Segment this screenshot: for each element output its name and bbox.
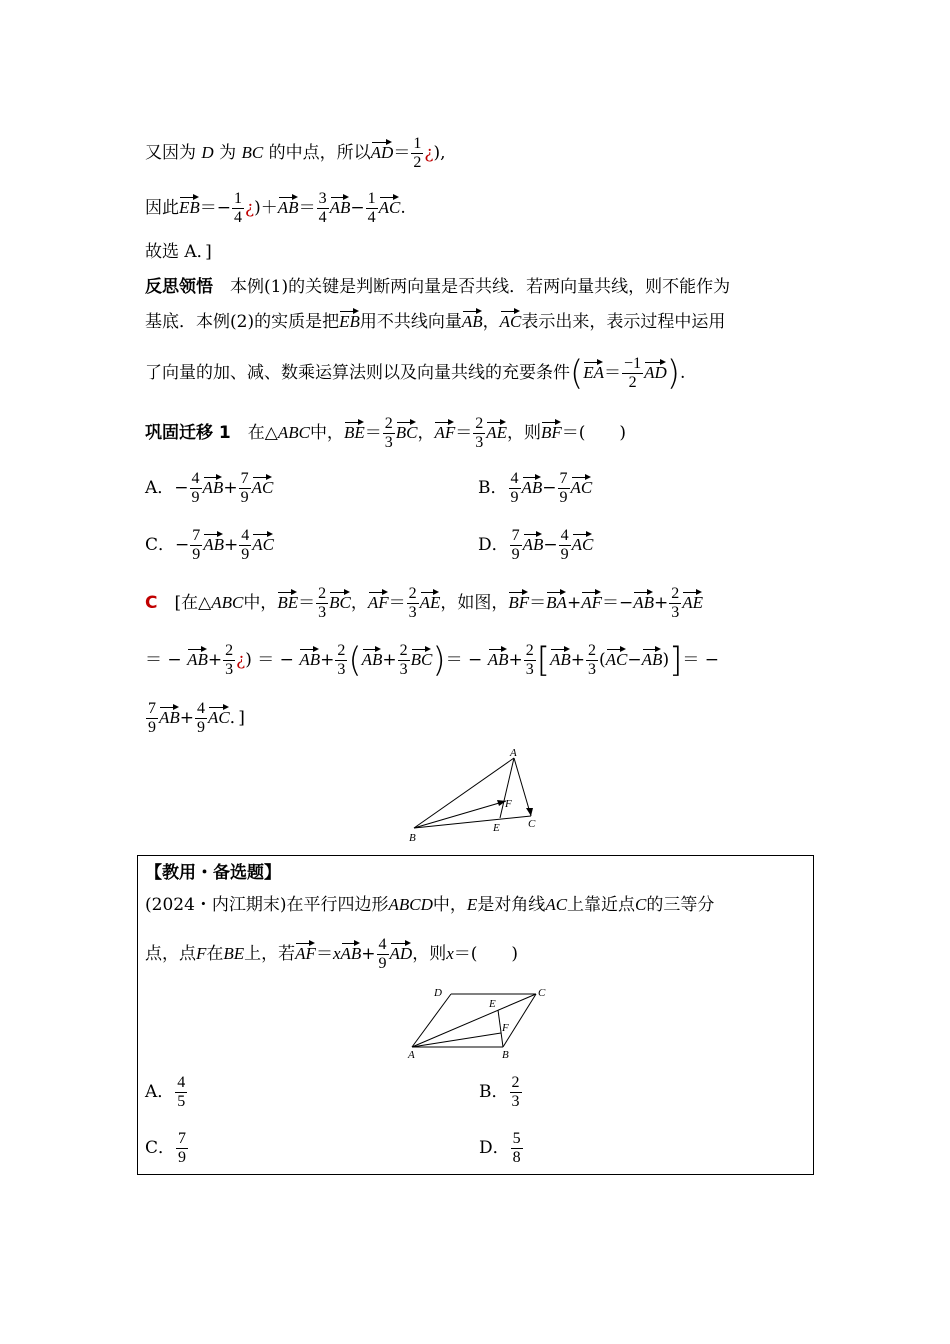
svg-text:D: D (434, 987, 442, 999)
svg-text:A: A (408, 1049, 415, 1061)
svg-text:A: A (510, 747, 517, 759)
solution-line-2: 因此EB＝− $\frac{1}{4}$ ¿)＋AB＝ $\frac{3}{4}$ AB− $\frac{1}{4}$ AC. (145, 190, 406, 226)
svg-text:B: B (502, 1049, 509, 1061)
svg-text:F: F (502, 1022, 509, 1034)
option-a: A．− $\frac{4}{9}$ AB+ $\frac{7}{9}$ AC (145, 470, 274, 506)
supplement-box (137, 855, 814, 1175)
answer-line-2: ＝ − AB+ $\frac{2}{3}$ ¿) ＝ − AB+ $\frac{2}{3}$ (AB+ $\frac{2}{3}$ BC)＝ − AB+ $\frac{2}{3}$ [AB+ $\frac{2}{3}$ (AC−AB)]＝ − (145, 640, 719, 681)
svg-text:C: C (528, 818, 536, 830)
svg-text:C: C (538, 987, 546, 999)
box-option-b: B． $\frac{2}{3}$ (479, 1074, 520, 1110)
box-title: 【教用・备选题】 (145, 863, 281, 883)
box-option-c: C． $\frac{7}{9}$ (145, 1130, 187, 1166)
exercise-stem: 巩固迁移 1 在△ABC中，BE＝ $\frac{2}{3}$ BC，AF＝ $\frac{2}{3}$ AE，则BF＝( ) (145, 415, 627, 451)
option-c: C．− $\frac{7}{9}$ AB+ $\frac{4}{9}$ AC (145, 527, 275, 563)
svg-text:F: F (505, 798, 512, 810)
reflection-line-3: 了向量的加、减、数乘运算法则以及向量共线的充要条件(EA＝ $\frac{-1}{2}$ AD). (145, 353, 686, 394)
svg-text:B: B (409, 832, 416, 844)
solution-line-1: 又因为 D 为 BC 的中点，所以AD＝ $\frac{1}{2}$ ¿), (145, 135, 446, 171)
solution-line-3: 故选 A．] (145, 242, 212, 262)
reflection-line-2: 基底．本例(2)的实质是把EB用不共线向量AB，AC表示出来，表示过程中运用 (145, 312, 726, 332)
answer-line-1: C [在△ABC中，BE＝ $\frac{2}{3}$ BC，AF＝ $\frac{2}{3}$ AE，如图，BF＝BA+AF＝−AB+ $\frac{2}{3}$ AE (145, 585, 704, 621)
parallelogram-figure (398, 981, 558, 1061)
box-option-d: D． $\frac{5}{8}$ (479, 1130, 521, 1166)
triangle-figure (400, 745, 550, 845)
box-option-a: A． $\frac{4}{5}$ (145, 1074, 186, 1110)
answer-line-3: $\frac{7}{9}$ AB+ $\frac{4}{9}$ AC．] (148, 700, 245, 736)
option-d: D． $\frac{7}{9}$ AB− $\frac{4}{9}$ AC (478, 527, 594, 563)
svg-text:E: E (489, 998, 496, 1010)
box-line-1: (2024・内江期末)在平行四边形ABCD中，E是对角线AC上靠近点C的三等分 (145, 895, 715, 915)
option-b: B． $\frac{4}{9}$ AB− $\frac{7}{9}$ AC (478, 470, 593, 506)
box-line-2: 点，点F在BE上，若AF＝xAB+ $\frac{4}{9}$ AD，则x＝( ) (145, 936, 519, 972)
svg-text:E: E (493, 822, 500, 834)
reflection-line-1: 反思领悟 本例(1)的关键是判断两向量是否共线．若两向量共线，则不能作为 (145, 277, 731, 297)
